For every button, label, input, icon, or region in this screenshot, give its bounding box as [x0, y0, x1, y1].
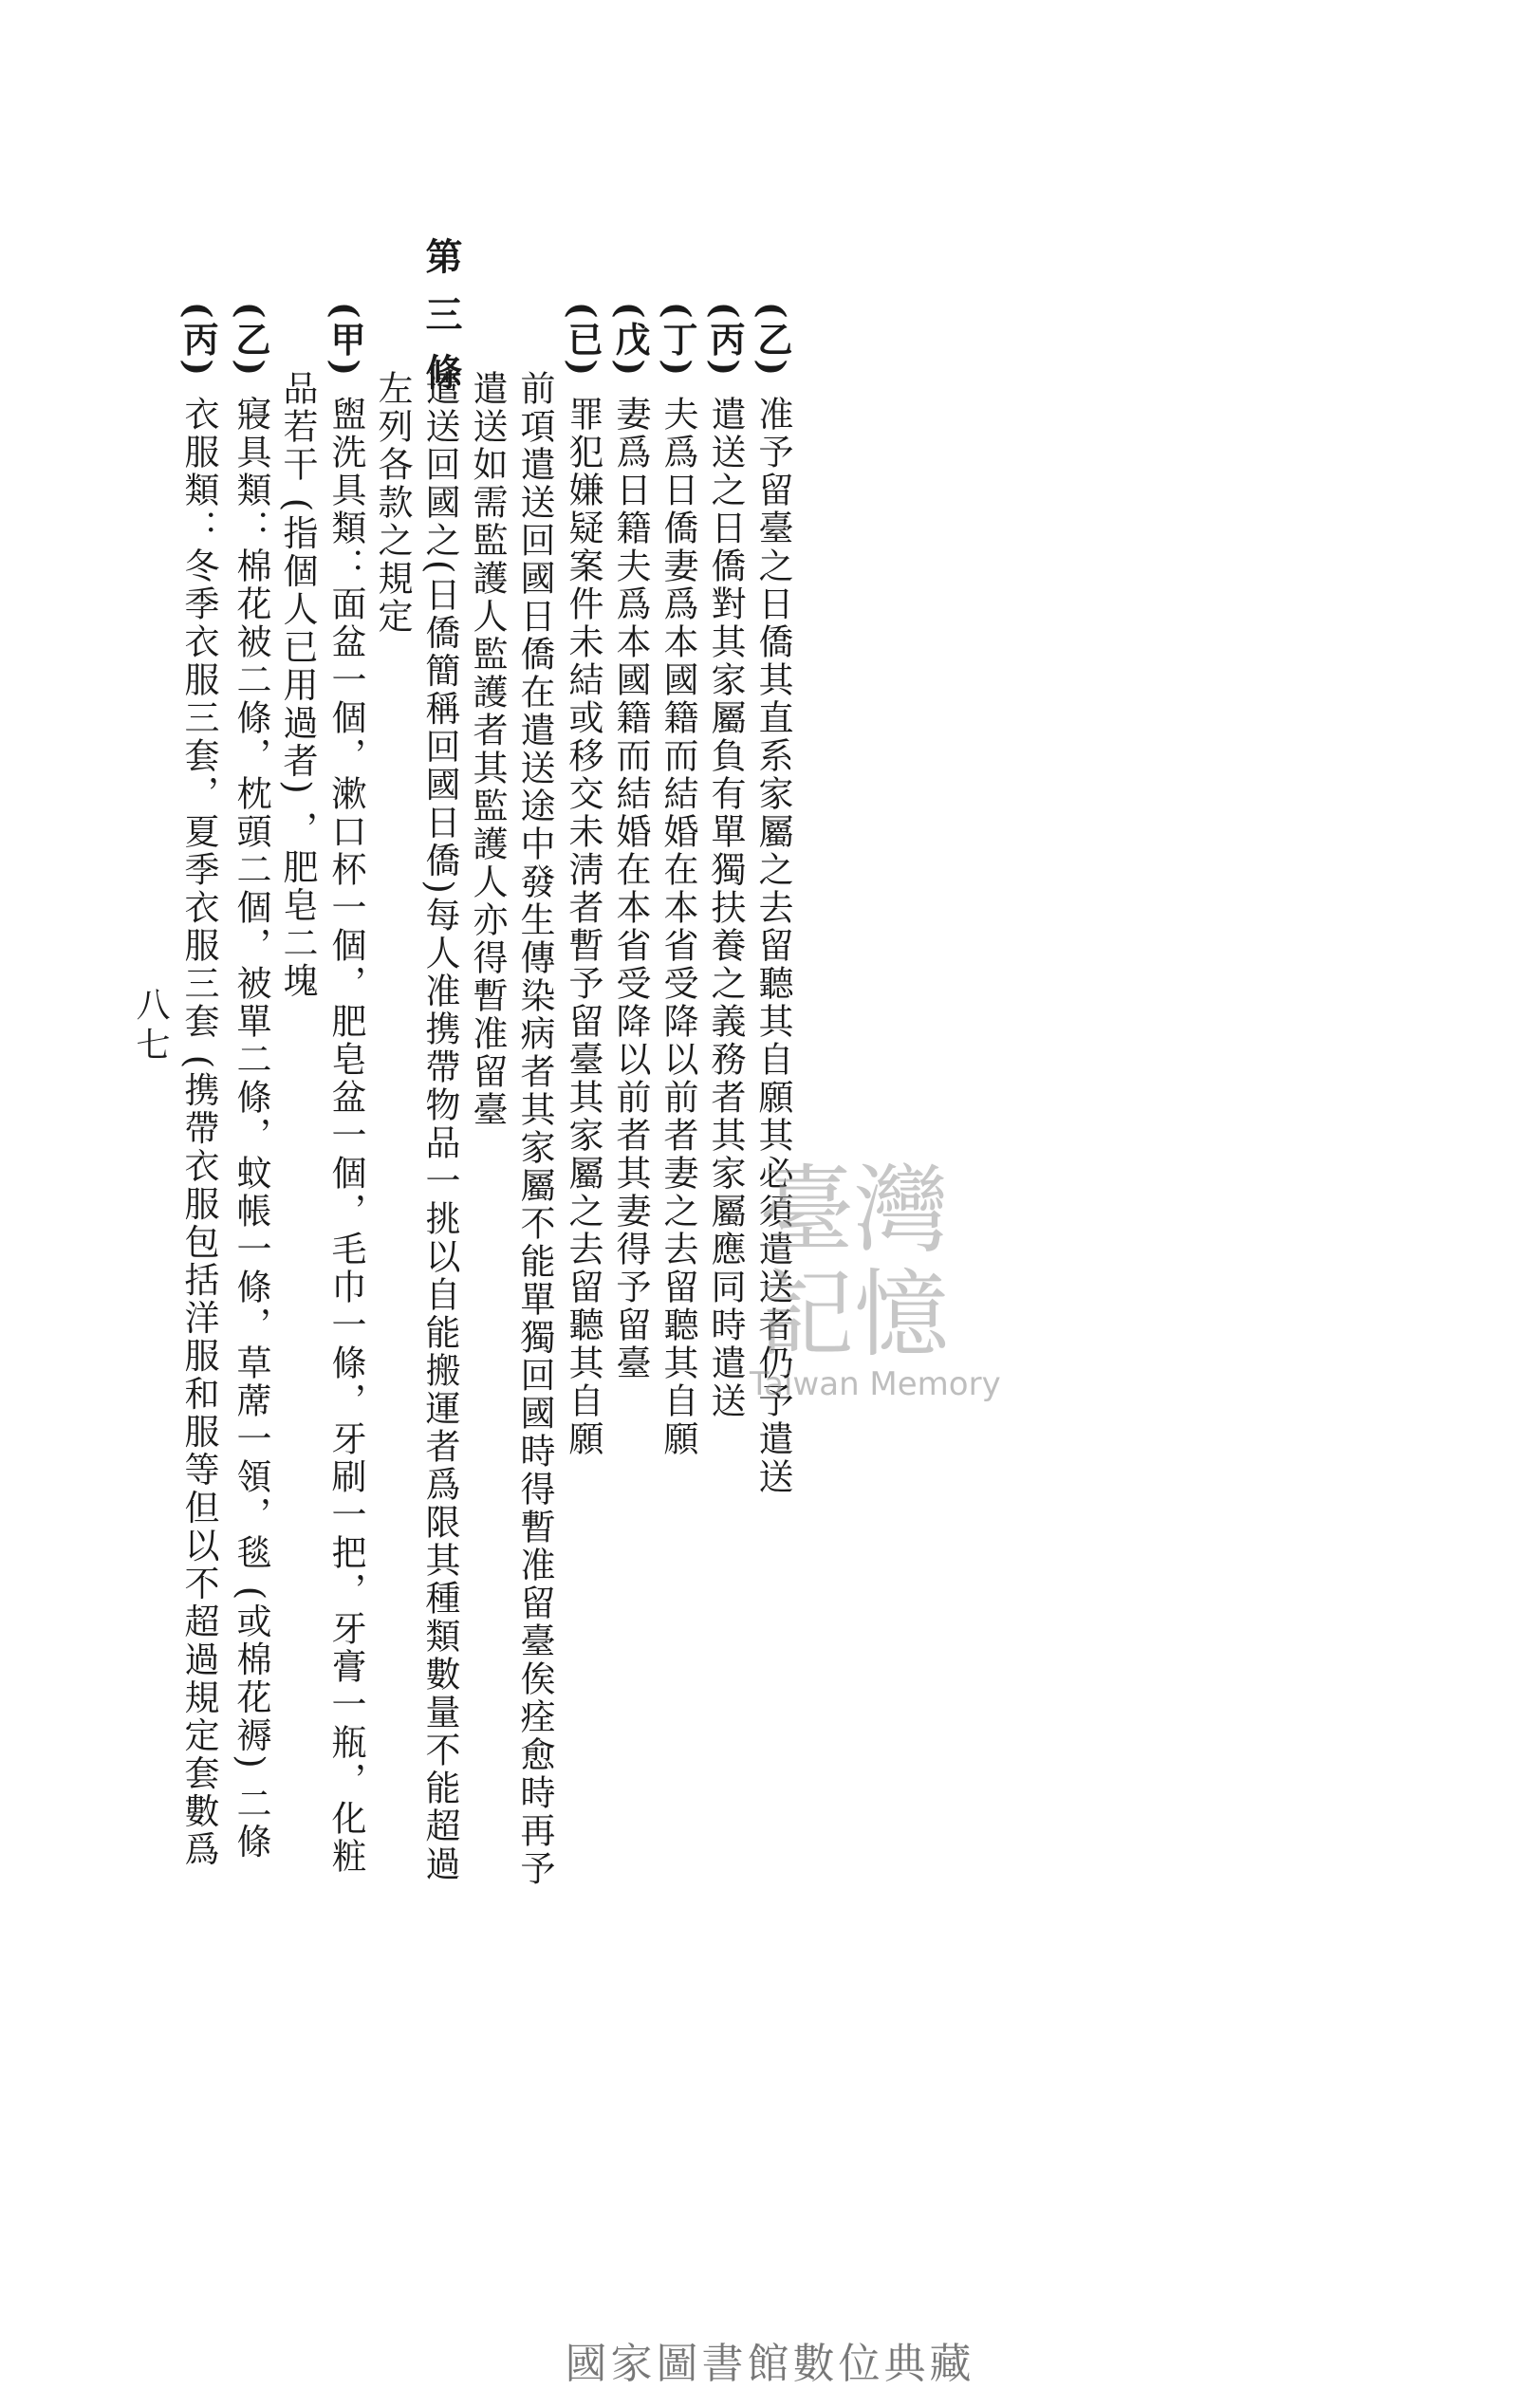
item-text: 品若干 (指個人已用過者) ，肥皂二塊 [277, 370, 318, 1001]
clause-item-ji [562, 302, 603, 1459]
item-marker: (丙) [704, 302, 746, 380]
svg-text:記憶: 記憶 [759, 1259, 949, 1370]
page-number: 八七 [131, 987, 170, 1066]
article-text: 左列各款之規定 [372, 370, 413, 636]
item-marker: (戊) [609, 302, 651, 380]
item-text: 妻爲日籍夫爲本國籍而結婚在本省受降以前者其妻得予留臺 [610, 396, 651, 1383]
article-heading: 第三條 [419, 237, 463, 411]
item-text: 夫爲日僑妻爲本國籍而結婚在本省受降以前者妻之去留聽其自願 [658, 396, 698, 1459]
paragraph-line [467, 370, 508, 1129]
article-text: 遣送回國之(日僑簡稱回國日僑)每人准携帶物品一挑以自能搬運者爲限其種類數量不能超過 [419, 370, 460, 1883]
item-text: 罪犯嫌疑案件未結或移交未淸者暫予留臺其家屬之去留聽其自願 [563, 396, 603, 1459]
paragraph-line [514, 370, 555, 1888]
item-text: 衣服類：冬季衣服三套，夏季衣服三套 (携帶衣服包括洋服和服等但以不超過規定套數爲 [178, 396, 219, 1869]
item-text: 盥洗具類：面盆一個，漱口杯一個，肥皂盆一個，毛巾一條，牙刷一把，牙膏一瓶，化粧 [325, 396, 366, 1877]
clause-item-wu [609, 302, 651, 1383]
watermark-icon [721, 1110, 1044, 1423]
item-marker: (丁) [657, 302, 698, 380]
paragraph-text: 遣送如需監護人監護者其監護人亦得暫准留臺 [467, 370, 508, 1129]
footer-collection-label: 國家圖書館數位典藏 [565, 2340, 975, 2388]
item-marker: (甲) [325, 302, 366, 380]
item-text: 遣送之日僑對其家屬負有單獨扶養之義務者其家屬應同時遣送 [705, 396, 746, 1421]
svg-text:臺灣: 臺灣 [759, 1155, 949, 1266]
item-marker: (已) [562, 302, 603, 380]
item-marker: (乙) [751, 302, 793, 380]
list-item-bing [177, 302, 219, 1869]
item-marker: (丙) [177, 302, 219, 380]
list-item-jia [325, 302, 366, 1877]
watermark-logo [721, 1110, 1044, 1423]
paragraph-text: 前項遣送回國日僑在遣送途中發生傳染病者其家屬不能單獨回國時得暫准留臺俟痊愈時再予 [514, 370, 555, 1888]
list-item-yi [232, 302, 269, 1861]
item-marker: (乙) [230, 302, 271, 380]
item-text: 寢具類：棉花被二條，枕頭二個，被單二條，蚊帳一條，草蓆一領，毯 (或棉花褥) 二條 [231, 396, 271, 1862]
list-item-continuation [277, 370, 318, 1001]
item-text: 准予留臺之日僑其直系家屬之去留聽其自願其必須遣送者仍予遣送 [752, 396, 793, 1497]
clause-item-ding [659, 302, 696, 1458]
svg-text:Taiwan Memory: Taiwan Memory [750, 1365, 1001, 1403]
